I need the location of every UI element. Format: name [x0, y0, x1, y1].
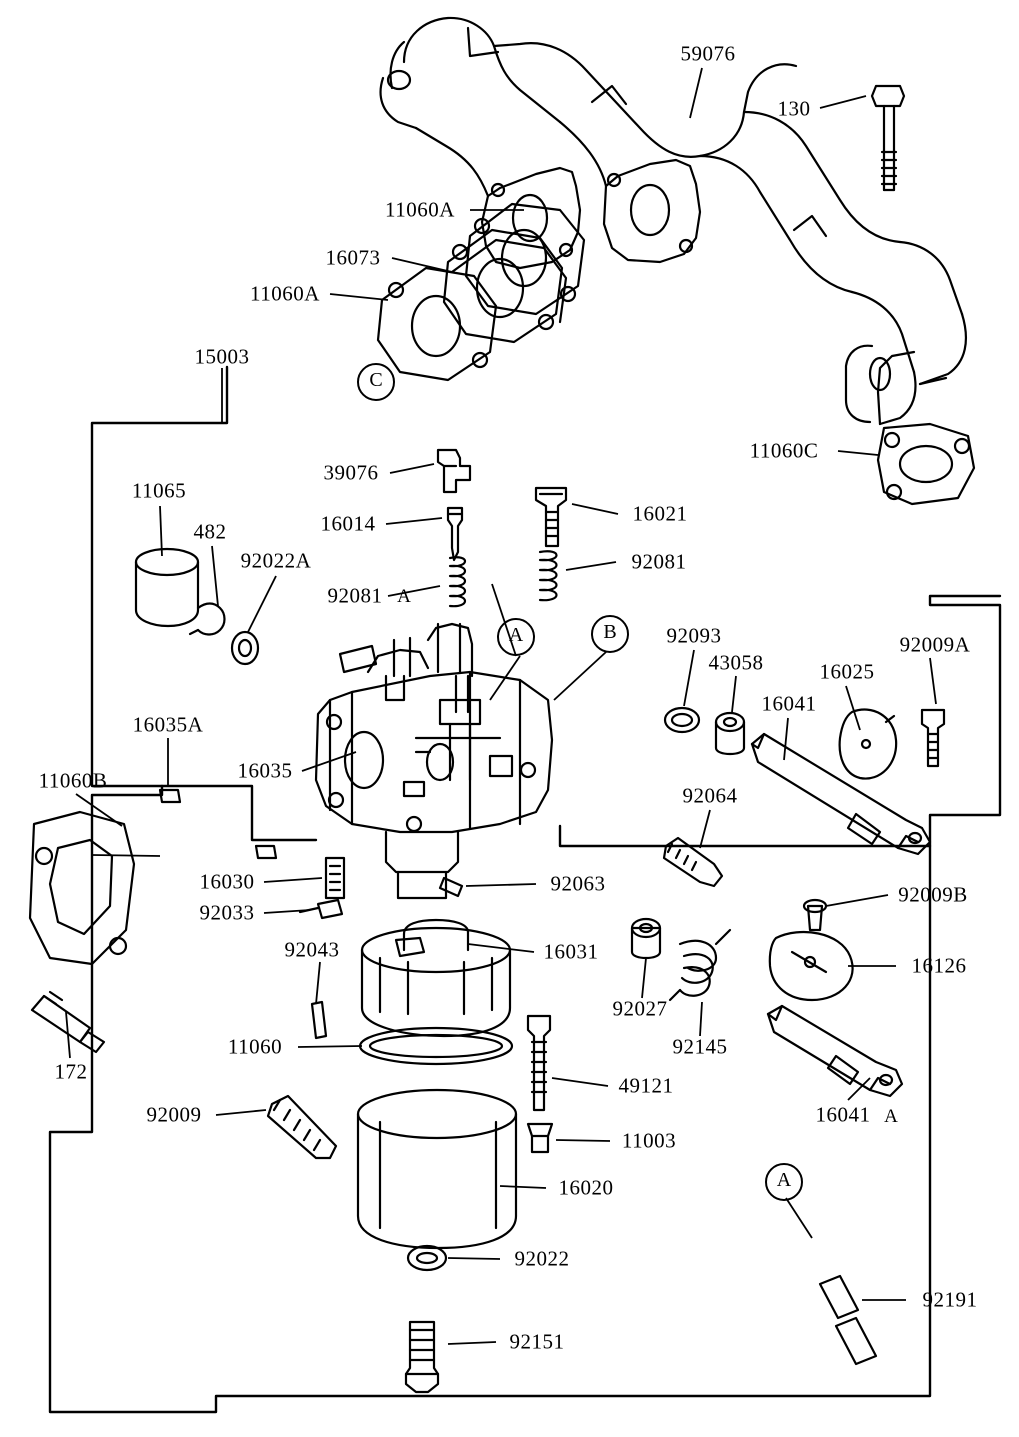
part-label: 11060	[227, 1034, 283, 1059]
part-label: 16020	[558, 1175, 614, 1200]
spring-92081-b-part	[540, 551, 557, 600]
part-label: 15003	[194, 344, 250, 369]
part-label: 92093	[666, 623, 722, 648]
plate-16126-part	[770, 932, 853, 1000]
part-label: 92081	[631, 549, 687, 574]
part-label: 92043	[284, 937, 340, 962]
part-11003	[528, 1124, 552, 1152]
float-16031-part	[362, 920, 510, 1036]
part-16030	[326, 858, 344, 898]
part-label: 16035	[237, 758, 293, 783]
part-label: 92063	[550, 871, 606, 896]
part-label: 130	[777, 96, 811, 121]
part-label: 49121	[618, 1073, 674, 1098]
pin-92043-part	[312, 1002, 326, 1038]
part-label: 92009B	[898, 882, 968, 907]
seal-92093-part	[665, 708, 699, 732]
bowl-16020-part	[358, 1090, 516, 1248]
part-label: 92027	[612, 996, 668, 1021]
needle-16014-part	[448, 508, 462, 560]
screw-16021-part	[536, 488, 566, 546]
part-label: 92022A	[240, 548, 312, 573]
shaft-16041A-part	[768, 1006, 902, 1096]
fitting-39076-part	[438, 450, 470, 492]
callout-marker: C	[357, 363, 395, 401]
part-label: 92064	[682, 783, 738, 808]
part-label: 11060C	[749, 438, 819, 463]
pin-92063-part	[440, 878, 462, 896]
part-label: 59076	[680, 41, 736, 66]
oring-92022A-part	[232, 632, 258, 664]
plate-16025-part	[840, 710, 897, 779]
cap-11065-part	[136, 549, 198, 626]
part-label: 16021	[632, 501, 688, 526]
part-label: 92009A	[899, 632, 971, 657]
part-label: 92033	[199, 900, 255, 925]
part-label: 482	[193, 519, 227, 544]
part-label: 172	[54, 1059, 88, 1084]
screw-92009A-part	[922, 710, 944, 766]
part-92027	[632, 919, 660, 958]
part-92033	[300, 900, 342, 918]
gasket-11060C-part	[878, 424, 974, 504]
part-label: 16014	[320, 511, 376, 536]
part-label: 92022	[514, 1246, 570, 1271]
spring-92081-a-part	[450, 557, 465, 606]
part-label: 92191	[922, 1287, 978, 1312]
part-label-suffix: A	[397, 586, 411, 607]
grommet-43058-part	[716, 713, 744, 754]
part-label: 92151	[509, 1329, 565, 1354]
pin-92191-part	[820, 1276, 876, 1364]
part-label: 43058	[708, 650, 764, 675]
part-label-suffix: A	[884, 1106, 898, 1127]
bolt-92151-part	[406, 1322, 438, 1392]
part-label: 16041	[815, 1102, 871, 1127]
pin-16035-part	[256, 846, 276, 858]
intake-manifold-part	[381, 18, 966, 424]
part-label: 16035A	[132, 712, 204, 737]
callout-marker: A	[497, 618, 535, 656]
part-label: 11003	[621, 1128, 677, 1153]
gasket-11060A-upper-part	[466, 204, 584, 314]
part-49121	[528, 1016, 550, 1110]
part-label: 11060B	[38, 768, 108, 793]
part-label: 16073	[325, 245, 381, 270]
oring-11060-part	[360, 1028, 512, 1064]
part-label: 92081	[327, 583, 383, 608]
part-label: 92009	[146, 1102, 202, 1127]
gasket-11060B-part	[30, 812, 134, 964]
part-label: 16041	[761, 691, 817, 716]
callout-marker: A	[765, 1163, 803, 1201]
part-92009B	[804, 900, 826, 930]
part-label: 11065	[131, 478, 187, 503]
part-label: 16025	[819, 659, 875, 684]
bolt-130-part	[872, 86, 904, 190]
part-label: 16030	[199, 869, 255, 894]
oring-92022-part	[408, 1246, 446, 1270]
gasket-11060A-lower-part	[378, 268, 496, 380]
part-label: 11060A	[385, 197, 455, 222]
part-label: 39076	[323, 460, 379, 485]
insulator-16073-part	[444, 230, 566, 342]
part-label: 11060A	[250, 281, 320, 306]
clip-482-part	[190, 604, 225, 635]
part-label: 92145	[672, 1034, 728, 1059]
part-label: 16126	[911, 953, 967, 978]
callout-marker: B	[591, 615, 629, 653]
carburetor-body-part	[316, 624, 552, 898]
screw-92009-part	[268, 1096, 336, 1158]
part-label: 16031	[543, 939, 599, 964]
spring-92145-part	[670, 930, 730, 1000]
